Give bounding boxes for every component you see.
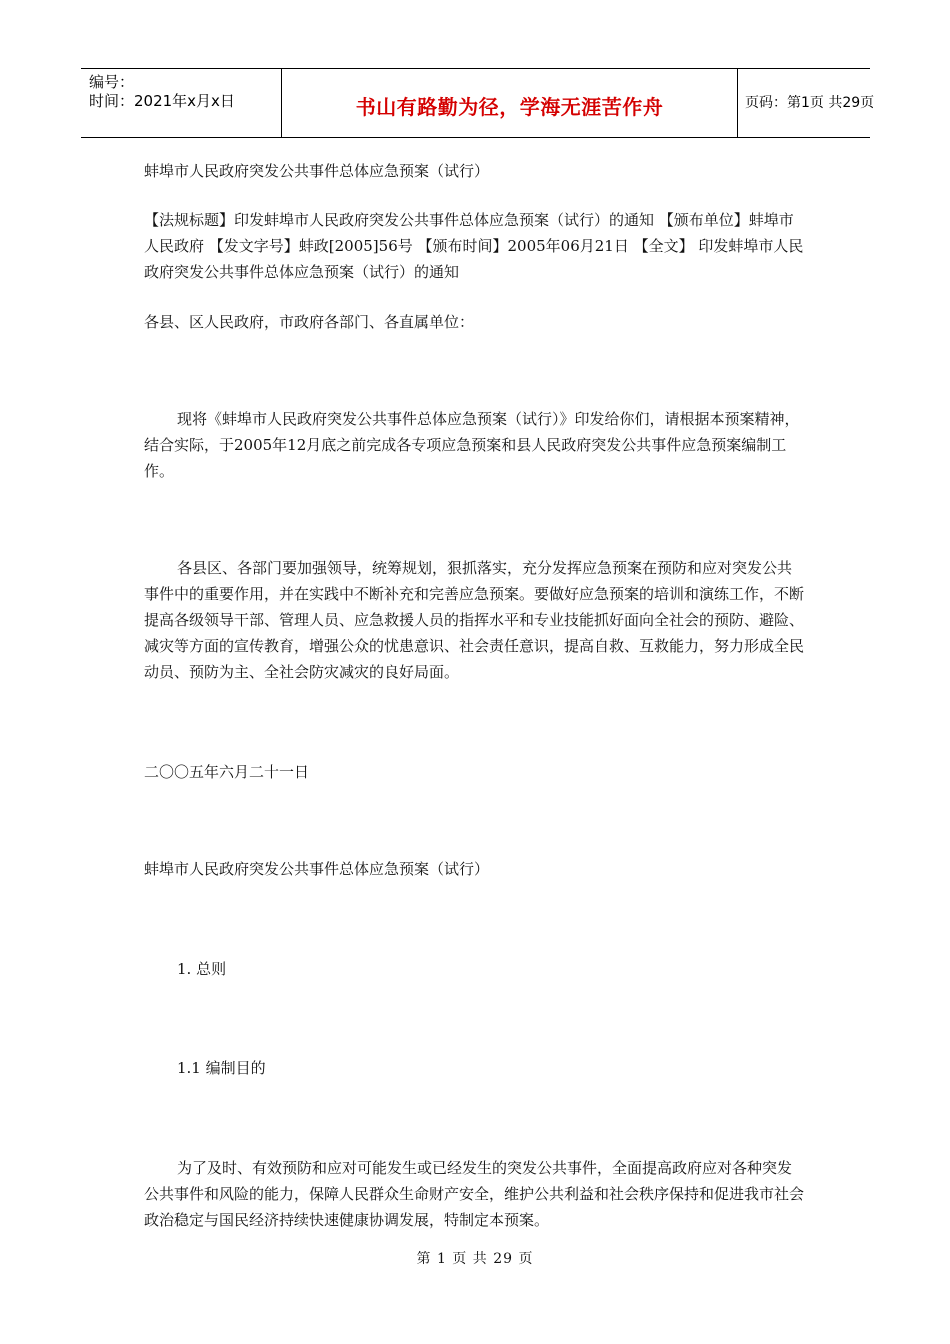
header-page-number: 页码：第1页 共29页 xyxy=(745,95,875,111)
addressee: 各县、区人民政府，市政府各部门、各直属单位： xyxy=(144,313,475,331)
document-number: 编号： xyxy=(89,73,135,91)
page-header xyxy=(81,68,875,138)
section-heading-1: 1. 总则 xyxy=(177,960,227,978)
paragraph-1: 现将《蚌埠市人民政府突发公共事件总体应急预案（试行）》印发给你们，请根据本预案精神，结合实际，于2005年12月底之前完成各专项应急预案和县人民政府突发公共事件应急预案编制工作。 xyxy=(144,410,800,480)
plan-title: 蚌埠市人民政府突发公共事件总体应急预案（试行） xyxy=(144,860,490,878)
header-motto: 书山有路勤为径，学海无涯苦作舟 xyxy=(355,95,664,119)
page-footer: 第 1 页 共 29 页 xyxy=(416,1251,534,1267)
header-page-cell xyxy=(737,69,875,137)
paragraph-3: 为了及时、有效预防和应对可能发生或已经发生的突发公共事件，全面提高政府应对各种突发公共事件和风险的能力，保障人民群众生命财产安全，维护公共利益和社会秩序保持和促进我市社会政治稳定与国民经济持续快速健康协调发展，特制定本预案。 xyxy=(144,1159,805,1229)
header-info-cell xyxy=(81,69,281,137)
document-time: 时间：2021年x月x日 xyxy=(89,92,235,110)
document-title: 蚌埠市人民政府突发公共事件总体应急预案（试行） xyxy=(144,162,490,180)
section-heading-1-1: 1.1 编制目的 xyxy=(177,1059,266,1077)
issue-date: 二〇〇五年六月二十一日 xyxy=(144,763,310,781)
header-motto-cell xyxy=(281,69,738,137)
regulation-meta: 【法规标题】印发蚌埠市人民政府突发公共事件总体应急预案（试行）的通知 【颁布单位】蚌埠市人民政府 【发文字号】蚌政[2005]56号 【颁布时间】2005年06月21日 【全文】 印发蚌埠市人民政府突发公共事件总体应急预案（试行）的通知 xyxy=(144,211,804,281)
paragraph-2: 各县区、各部门要加强领导，统筹规划，狠抓落实，充分发挥应急预案在预防和应对突发公共事件中的重要作用，并在实践中不断补充和完善应急预案。要做好应急预案的培训和演练工作，不断提高各级领导干部、管理人员、应急救援人员的指挥水平和专业技能抓好面向全社会的预防、避险、减灾等方面的宣传教育，增强公众的忧患意识、社会责任意识，提高自救、互救能力，努力形成全民动员、预防为主、全社会防灾减灾的良好局面。 xyxy=(144,559,805,681)
